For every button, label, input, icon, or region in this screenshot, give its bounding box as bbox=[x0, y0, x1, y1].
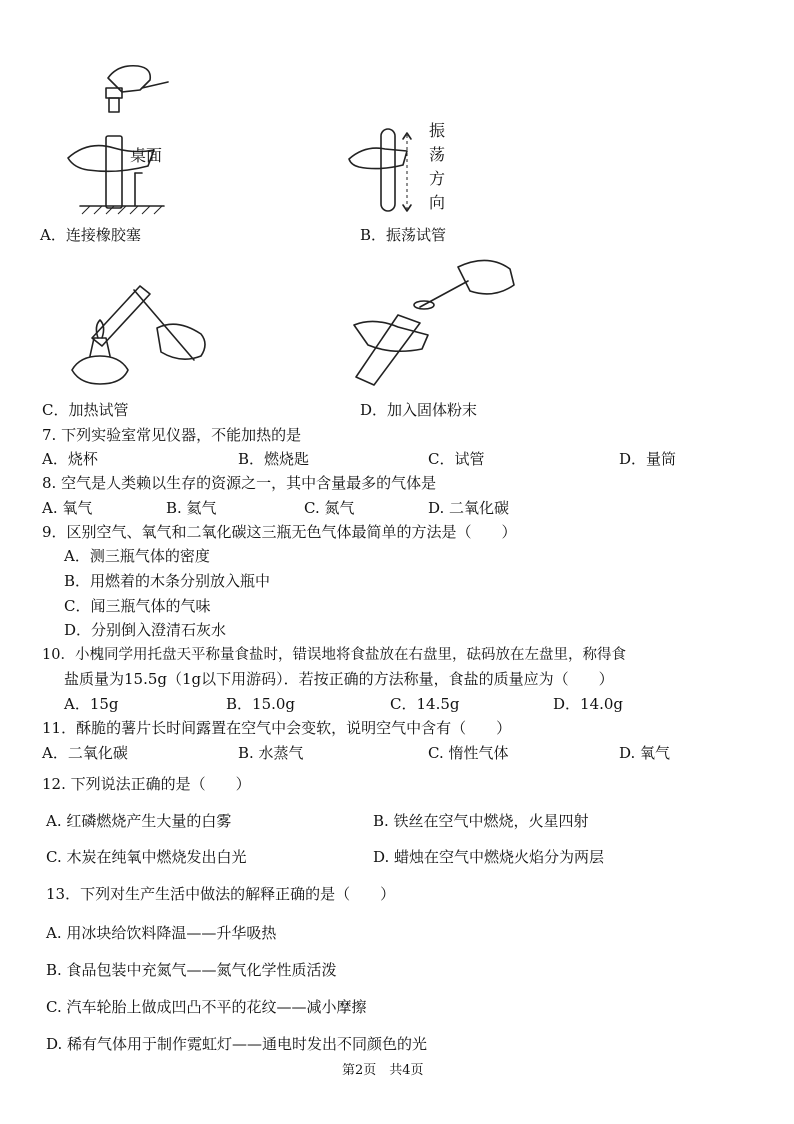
figure-a-label: A．连接橡胶塞 bbox=[40, 226, 141, 244]
q9-option-b: B．用燃着的木条分别放入瓶中 bbox=[64, 572, 271, 590]
q7-option-a: A．烧杯 bbox=[42, 450, 98, 468]
figure-b-shake-tube bbox=[345, 125, 425, 220]
q9-option-a: A．测三瓶气体的密度 bbox=[64, 547, 210, 565]
figure-a-inner-text: 桌面 bbox=[130, 146, 163, 165]
q11-option-b: B. 水蒸气 bbox=[238, 744, 304, 762]
illustration-stopper-icon bbox=[60, 58, 170, 213]
q11-option-c: C. 惰性气体 bbox=[428, 744, 509, 762]
q11-option-a: A．二氧化碳 bbox=[42, 744, 128, 762]
q8-stem: 8. 空气是人类赖以生存的资源之一，其中含量最多的气体是 bbox=[42, 474, 437, 492]
q12-option-d: D. 蜡烛在空气中燃烧火焰分为两层 bbox=[373, 848, 605, 866]
q13-option-a: A. 用冰块给饮料降温——升华吸热 bbox=[46, 924, 277, 942]
q8-option-b: B. 氦气 bbox=[166, 499, 217, 517]
page-footer: 第2页 共4页 bbox=[342, 1063, 424, 1078]
illustration-powder-icon bbox=[350, 255, 520, 395]
q9-option-d: D．分别倒入澄清石灰水 bbox=[64, 621, 227, 639]
q12-option-a: A. 红磷燃烧产生大量的白雾 bbox=[46, 812, 232, 830]
illustration-heating-icon bbox=[62, 278, 212, 393]
illustration-shake-icon bbox=[345, 125, 425, 220]
figure-d-add-powder bbox=[350, 255, 520, 395]
q12-option-c: C. 木炭在纯氧中燃烧发出白光 bbox=[46, 848, 247, 866]
figure-c-heat-tube bbox=[62, 278, 212, 393]
q7-option-b: B．燃烧匙 bbox=[238, 450, 310, 468]
q13-stem: 13．下列对生产生活中做法的解释正确的是（ ） bbox=[46, 885, 396, 903]
q10-option-d: D．14.0g bbox=[553, 695, 624, 713]
q10-line-2: 盐质量为15.5g（1g以下用游码）．若按正确的方法称量，食盐的质量应为（ ） bbox=[64, 670, 614, 688]
shake-char-4: 向 bbox=[429, 193, 446, 212]
q8-option-a: A. 氧气 bbox=[42, 499, 93, 517]
figure-b-label: B．振荡试管 bbox=[360, 226, 447, 244]
shake-char-2: 荡 bbox=[429, 145, 446, 164]
q13-option-b: B. 食品包装中充氮气——氮气化学性质活泼 bbox=[46, 961, 337, 979]
q12-stem: 12. 下列说法正确的是（ ） bbox=[42, 775, 251, 793]
shake-char-1: 振 bbox=[429, 121, 446, 140]
q7-option-d: D．量筒 bbox=[619, 450, 677, 468]
figure-a-connect-stopper bbox=[60, 58, 170, 213]
q8-option-d: D. 二氧化碳 bbox=[428, 499, 510, 517]
q10-line-1: 10．小槐同学用托盘天平称量食盐时，错误地将食盐放在右盘里，砝码放在左盘里，称得食 bbox=[42, 647, 626, 663]
q7-stem: 7. 下列实验室常见仪器，不能加热的是 bbox=[42, 426, 302, 444]
q11-stem: 11．酥脆的薯片长时间露置在空气中会变软，说明空气中含有（ ） bbox=[42, 719, 512, 737]
q10-option-a: A．15g bbox=[64, 695, 119, 713]
figure-d-label: D．加入固体粉末 bbox=[360, 401, 478, 419]
q11-option-d: D. 氧气 bbox=[619, 744, 671, 762]
q13-option-c: C. 汽车轮胎上做成凹凸不平的花纹——减小摩擦 bbox=[46, 998, 367, 1016]
q10-option-c: C．14.5g bbox=[390, 695, 460, 713]
q7-option-c: C．试管 bbox=[428, 450, 485, 468]
q10-option-b: B．15.0g bbox=[226, 695, 296, 713]
q12-option-b: B. 铁丝在空气中燃烧，火星四射 bbox=[373, 812, 589, 830]
shake-char-3: 方 bbox=[429, 169, 446, 188]
q9-stem: 9．区别空气、氧气和二氧化碳这三瓶无色气体最简单的方法是（ ） bbox=[42, 523, 517, 541]
q8-option-c: C. 氮气 bbox=[304, 499, 355, 517]
q9-option-c: C．闻三瓶气体的气味 bbox=[64, 597, 211, 615]
q13-option-d: D. 稀有气体用于制作霓虹灯——通电时发出不同颜色的光 bbox=[46, 1035, 428, 1053]
figure-c-label: C．加热试管 bbox=[42, 401, 129, 419]
